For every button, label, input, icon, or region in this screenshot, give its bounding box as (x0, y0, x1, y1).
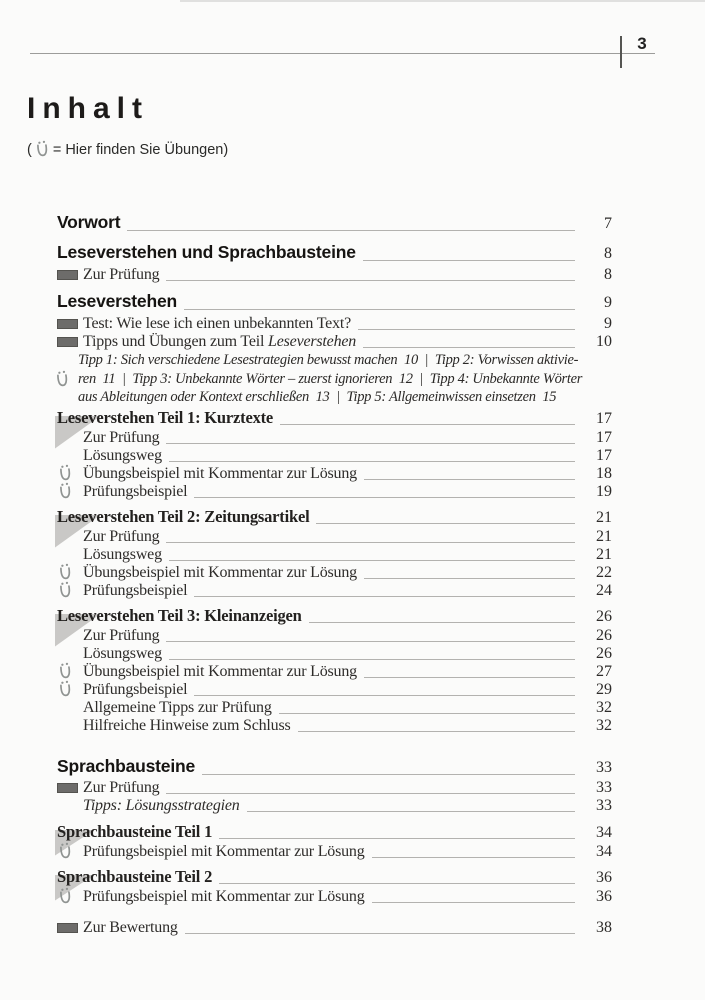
toc-entry-label: Sprachbausteine (57, 755, 196, 776)
toc-entry-page: 26 (596, 626, 612, 644)
square-bullet (57, 919, 83, 937)
toc-entry-label: Zur Bewertung (83, 918, 178, 936)
leader-line (194, 497, 575, 498)
toc-entry-label: Prüfungsbeispiel (83, 680, 188, 698)
toc-entry-label: Prüfungsbeispiel (83, 482, 188, 500)
header-rule (30, 53, 655, 54)
leader-line (166, 443, 575, 444)
toc-row (57, 212, 612, 234)
ue-icon (58, 563, 73, 582)
toc-entry-page: 32 (596, 716, 612, 734)
leader-line (372, 857, 575, 858)
toc-row (57, 919, 612, 937)
toc-entry-page: 7 (604, 215, 612, 232)
ue-icon (35, 140, 50, 159)
toc-entry-page: 9 (604, 315, 612, 332)
leader-line (298, 731, 575, 732)
leader-line (364, 479, 575, 480)
toc-row (57, 717, 612, 735)
ue-marker (57, 681, 83, 699)
toc-entry-label: Zur Prüfung (83, 428, 160, 446)
uebungen-legend (27, 140, 228, 159)
toc-entry-page: 9 (604, 294, 612, 311)
ue-icon (58, 680, 73, 699)
toc-entry-page: 8 (604, 245, 612, 262)
toc-row (57, 564, 612, 582)
toc-entry-label: Leseverstehen Teil 2: Zeitungsartikel (57, 506, 310, 526)
toc-entry-label: Zur Prüfung (83, 626, 160, 644)
ue-marker (57, 564, 83, 582)
toc-entry-page: 38 (596, 918, 612, 936)
ue-marker (57, 888, 83, 906)
toc-row (57, 242, 612, 264)
toc-entry-page: 8 (604, 266, 612, 283)
leader-line (185, 933, 575, 934)
toc-row (57, 333, 612, 351)
scan-edge-artifact (180, 0, 705, 2)
leader-line (194, 596, 575, 597)
toc-row (57, 465, 612, 483)
toc-entry-label: Übungsbeispiel mit Kommentar zur Lösung (83, 662, 357, 680)
toc-entry-label: Prüfungsbeispiel mit Kommentar zur Lösung (83, 887, 365, 905)
toc-row (57, 447, 612, 465)
toc-entry-page: 19 (596, 482, 612, 500)
square-bullet (57, 315, 83, 333)
leader-line (166, 280, 575, 281)
ue-marker (57, 582, 83, 600)
leader-line (169, 659, 575, 660)
toc-row (57, 627, 612, 645)
toc-entry-page: 21 (596, 527, 612, 545)
ue-icon (58, 887, 73, 906)
toc-entry-label: Leseverstehen Teil 3: Kleinanzeigen (57, 605, 302, 625)
leader-line (219, 883, 575, 884)
leader-line (363, 260, 575, 261)
leader-line (364, 677, 575, 678)
toc-entry-label: Übungsbeispiel mit Kommentar zur Lösung (83, 464, 357, 482)
toc-row (57, 756, 612, 778)
tips-paragraph (78, 351, 612, 407)
toc-entry-page: 36 (596, 887, 612, 905)
toc-row (57, 508, 612, 527)
toc-entry-page: 33 (596, 778, 612, 796)
legend-open-paren: ( (27, 141, 32, 158)
toc-entry-page: 18 (596, 464, 612, 482)
toc-entry-page: 10 (596, 333, 612, 350)
toc-row (57, 681, 612, 699)
tips-line: ren 11 | Tipp 3: Unbekannte Wörter – zuerst ignorieren 12 | Tipp 4: Unbekannte Wörter (78, 370, 583, 387)
leader-line (358, 329, 575, 330)
toc-entry-page: 36 (596, 868, 612, 886)
toc-entry-label: Übungsbeispiel mit Kommentar zur Lösung (83, 563, 357, 581)
toc-row (57, 291, 612, 313)
ue-icon (58, 662, 73, 681)
toc-row (57, 797, 612, 815)
leader-line (194, 695, 575, 696)
ue-icon (58, 464, 73, 483)
leader-line (309, 622, 575, 623)
toc-row (57, 266, 612, 284)
toc-entry-label: Lösungsweg (83, 644, 162, 662)
leader-line (280, 424, 575, 425)
toc-entry-label: Hilfreiche Hinweise zum Schluss (83, 716, 291, 734)
ue-marker (57, 465, 83, 483)
toc-entry-label: Zur Prüfung (83, 266, 160, 283)
square-bullet (57, 779, 83, 797)
leader-line (247, 811, 575, 812)
square-bullet (57, 266, 83, 284)
toc-entry-label: Prüfungsbeispiel (83, 581, 188, 599)
leader-line (184, 309, 575, 310)
toc-entry-page: 26 (596, 607, 612, 625)
header-divider-line (620, 36, 622, 68)
toc-entry-page: 22 (596, 563, 612, 581)
leader-line (372, 902, 575, 903)
toc-row (57, 843, 612, 861)
toc-entry-page: 33 (596, 796, 612, 814)
toc-entry-page: 17 (596, 409, 612, 427)
toc-row (57, 699, 612, 717)
toc-entry-label: Leseverstehen Teil 1: Kurztexte (57, 407, 274, 427)
toc-row (57, 779, 612, 797)
toc-entry-label: Vorwort (57, 212, 121, 232)
toc-entry-page: 24 (596, 581, 612, 599)
toc-entry-page: 21 (596, 545, 612, 563)
toc-entry-page: 17 (596, 446, 612, 464)
leader-line (364, 578, 575, 579)
toc-entry-page: 34 (596, 842, 612, 860)
toc-entry-page: 33 (596, 758, 612, 776)
toc-row (57, 528, 612, 546)
ue-icon (58, 482, 73, 501)
toc-entry-label: Sprachbausteine Teil 1 (57, 821, 213, 841)
toc-row (57, 663, 612, 681)
toc-row (57, 546, 612, 564)
toc-entry-page: 32 (596, 698, 612, 716)
square-bullet (57, 333, 83, 351)
toc-row (57, 429, 612, 447)
toc-entry-label: Test: Wie lese ich einen unbekannten Text? (83, 315, 352, 332)
ue-icon (55, 370, 70, 389)
toc-row (57, 409, 612, 428)
leader-line (279, 713, 575, 714)
tips-line: Tipp 1: Sich verschiedene Lesestrategien bewusst machen 10 | Tipp 2: Vorwissen aktivie- (78, 352, 579, 368)
leader-line (127, 230, 575, 231)
toc-row (57, 888, 612, 906)
toc-row (57, 315, 612, 333)
toc-row (57, 868, 612, 887)
toc-entry-page: 21 (596, 508, 612, 526)
toc-entry-page: 34 (596, 823, 612, 841)
leader-line (169, 461, 575, 462)
toc-entry-label: Leseverstehen (57, 291, 177, 311)
toc-row (57, 582, 612, 600)
toc-entry-label: Prüfungsbeispiel mit Kommentar zur Lösung (83, 842, 365, 860)
page-title: Inhalt (27, 92, 149, 125)
toc-entry-label: Lösungsweg (83, 446, 162, 464)
toc-entry-page: 27 (596, 662, 612, 680)
ue-icon (58, 842, 73, 861)
toc-row (57, 645, 612, 663)
leader-line (166, 542, 575, 543)
toc-row (57, 483, 612, 501)
tips-line: aus Ableitungen oder Kontext erschließen 13 | Tipp 5: Allgemeinwissen einsetzen 15 (78, 389, 557, 405)
toc-entry-label: Leseverstehen und Sprachbausteine (57, 242, 356, 262)
table-of-contents (57, 212, 612, 937)
leader-line (316, 523, 575, 524)
ue-marker (57, 483, 83, 501)
toc-entry-label: Sprachbausteine Teil 2 (57, 866, 213, 886)
toc-row (57, 607, 612, 626)
toc-entry-label: Zur Prüfung (83, 527, 160, 545)
toc-row (57, 823, 612, 842)
toc-entry-label: Tipps: Lösungsstrategien (83, 796, 240, 814)
ue-icon (58, 581, 73, 600)
legend-text: = Hier finden Sie Übungen) (52, 141, 229, 158)
toc-entry-label: Lösungsweg (83, 545, 162, 563)
toc-entry-label: Tipps und Übungen zum Teil Leseverstehen (83, 333, 357, 350)
toc-entry-label: Allgemeine Tipps zur Prüfung (83, 698, 272, 716)
leader-line (202, 774, 575, 775)
toc-entry-page: 17 (596, 428, 612, 446)
leader-line (166, 793, 575, 794)
ue-marker (57, 663, 83, 681)
page-number: 3 (637, 34, 647, 53)
leader-line (363, 347, 575, 348)
toc-entry-page: 29 (596, 680, 612, 698)
toc-entry-page: 26 (596, 644, 612, 662)
ue-marker (57, 843, 83, 861)
toc-entry-label: Zur Prüfung (83, 778, 160, 796)
leader-line (219, 838, 575, 839)
leader-line (166, 641, 575, 642)
leader-line (169, 560, 575, 561)
